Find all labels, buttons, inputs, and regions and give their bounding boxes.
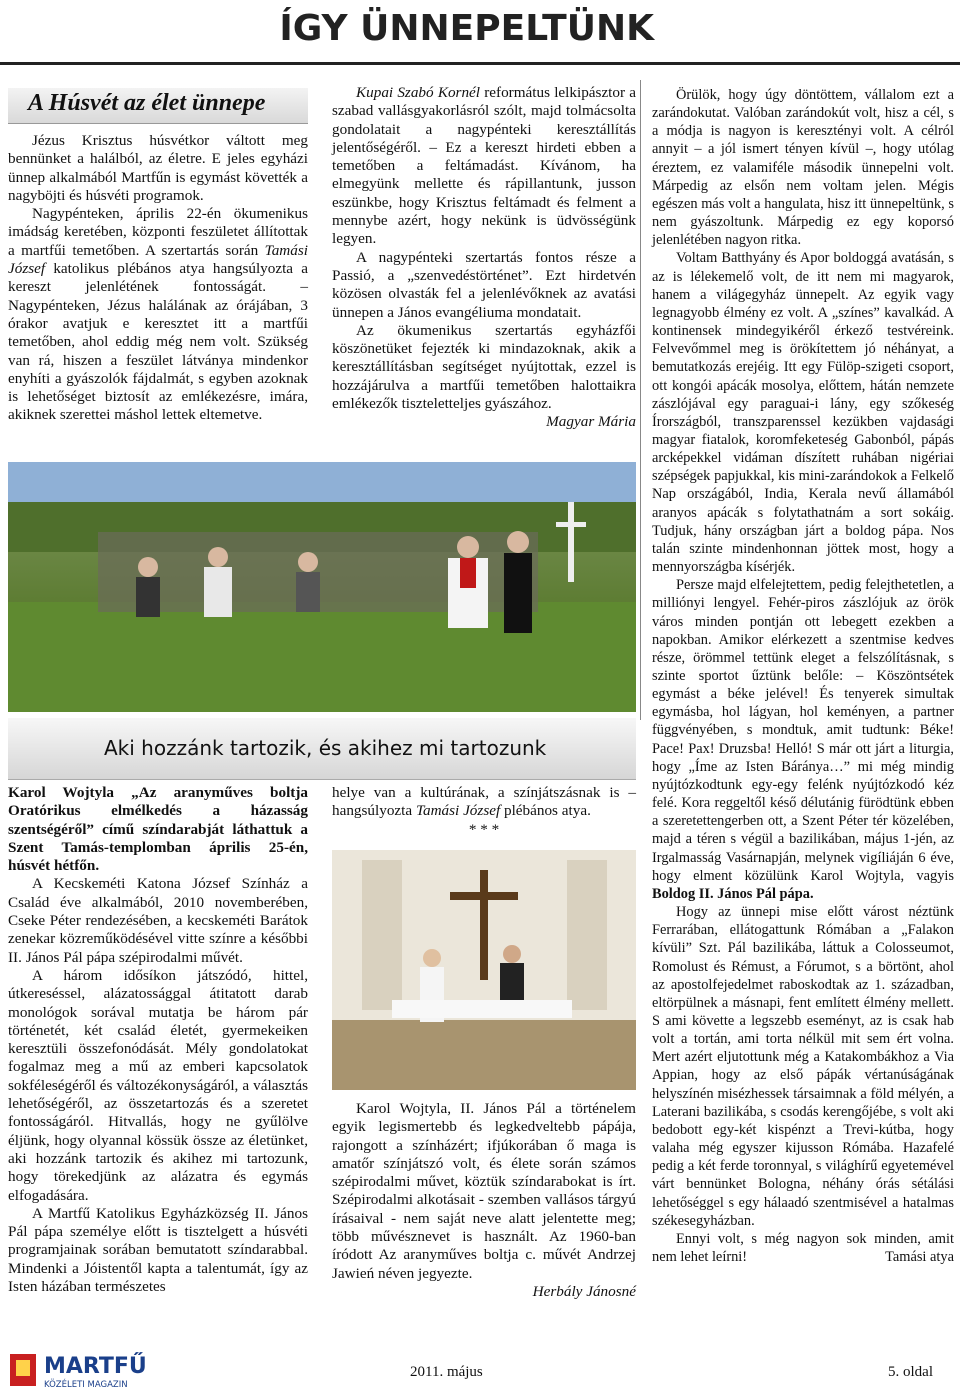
article2-p1: A Kecskeméti Katona József Színház a Család éve alkalmából, 2010 novemberében, Cseke Péter rendezésében, a kecskeméti Barátok zenekar közreműködésével vitte színre a későbbi II. János Pál pápa szépirodalmi művét. [8,875,308,966]
article2-lead: Karol Wojtyla „Az aranyműves boltja Oratórikus elmélkedés a házasság szentségéről” című színdarabját láthattuk a Szent Tamás-templomban április 25-én, húsvét hétfőn. [8,784,308,875]
article2-col-middle [332,784,636,839]
article1-p1: Jézus Krisztus húsvétkor váltott meg bennünket a halálból, az életre. E jeles egyházi ünnep alkalmából Martfűn is egymást követték a nagyböjti és húsvéti programok. [8,132,308,204]
article3-p2: Voltam Batthyány és Apor boldoggá avatásán, s az is lélekemelő volt, de itt nem mi magyarok, hanem a világegyház ünnepelt. Az egyik vagy legnagyobb élmény ez volt. A „színes” kavalkád. A kontinensek mindegyikéről érkező testvéreink. Felvevőmmel meg is örökítettem jó néhányat, a bemutatkozás erejéig. Itt egy Fülöp-szigeti csoport, ott kongói apácák mosolya, előttem, hátán nemzete zászlójával egy paraguai-i lány, egy szőkeség Írországból, transzparenssel kezükben vajdasági magyar fiatalok, koromfeketeség Gabonból, pápás arcképekkel vidáman díszített ruhában nigériai szépségek papjukkal, kis mini-zarándokok a Felkelő Nap országából, India, Kerala nevű államából aranyos apácák s folytathatnám a sort sokáig. Tudjuk, hány országban járt a boldog pápa. Nos talán szinte mindenhonnan jöttek most, hogy a mennyországba kísérjék. [652,250,954,576]
article2-title: Aki hozzánk tartozik, és akihez mi tartozunk [104,736,547,760]
article1-p5: Az ökumenikus szertartás egyházfői köszönetüket fejezték ki mindazoknak, akik a keresztállításban segítséget nyújtottak, ezzel is hozzájárulva a martfűi temetőben halottaikra emlékezők tiszteletteljes gyászához. Magyar Mária [332,321,636,431]
column-divider [640,80,641,720]
person-name: Kupai Szabó Kornél [356,84,481,101]
church-play-photo [332,850,636,1090]
logo-subtitle: KÖZÉLETI MAGAZIN [44,1380,128,1390]
article3-p3: Persze majd elfelejtettem, pedig felejthetetlen, a milliónyi lengyel. Fehér-piros zászlójuk az örök város minden pontján ott lebegett ezekben a napokban. Amikor elérkezett a szentmise kedves része, örömmel tettünk eleget a felszólításnak, s szinte sportot űztünk belőle: – Köszöntsétek egymást a béke jelével! És tenyerek simultak egymásba, hol lágyan, hol keményen, a partner függvényében, s mondtuk, amit tudtunk: Béke! Pace! Pax! Druzsba! Helló! S már ott járt a liturgia, hogy „Íme az Isten Báránya…” mi még mindig nyújtózkodtunk egy-egy felénk nyújtózkodó kéz felé. Kora reggeltől késő délutánig fürödtünk ebben a szeretettengerben ott, a Szent Péter tér közelében, majd a téren s végül a bazilikában, május 1-jén, az Irgalmasság Vasárnapján, melynek vigíliáján 6 éve, hogy elment közülünk Karol Wojtyla, vagyis Boldog II. János Pál pápa. [652,577,954,902]
article2-p5: Karol Wojtyla, II. János Pál a történelem egyik legismertebb és legkedveltebb pápája, rajongott a színházért; ifjúkorában ő maga is amatőr színjátszó volt, és élete során számos szépirodalmi művet, köztük színdarabokat is írt. Szépirodalmi alkotásait - szemben vallásos tárgyú írásaival - nem saját neve alatt jelentette meg; több művésznevet is használt. Az 1960-ban íródott Az aranyműves boltja c. művét Andrzej Jawień néven jegyezte. [332,1100,636,1282]
church-play-illustration [332,850,636,1090]
page-number: 5. oldal [888,1364,933,1380]
article1-title: A Húsvét az élet ünnepe [28,90,266,116]
logo-title: MARTFŰ [44,1354,147,1379]
article2-heading-box [8,718,636,780]
cemetery-ceremony-photo [8,462,636,712]
masthead [0,0,960,68]
article2-p2: A három idősíkon játszódó, hittel, útkereséssel, alázatossággal átitatott darab monológok sorával mutatja be három pár történetét, két család életét, gyermekeiken keresztüli összefonódását. Mély gondolatokat fogalmaz meg a mű az emberi kapcsolatok sokféleségéről és változékonyságáról, a választás lehetőségéről, az összetartozás és a szeretet fontosságáról. Hitvallás, hogy ne gyűlölve éljünk, hogy olyannal kössük össze az életünket, aki hozzánk tartozik és akihez mi tartozunk, hogy törekedjünk az alázatra és egymás elfogadására. [8,966,308,1204]
article3-p4: Hogy az ünnepi mise előtt várost néztünk Ferrarában, ellátogattunk Rómában a „Falakon kívüli” Szt. Pál bazilikába, láttuk a Colosseumot, Romolust és Rémust, a Fórumot, s a börtönt, ahol az apostolfejedelmet raboskodtak az 1. században, eltörpülnek a másnapi, fent említett élmény mellett. S ami követte a legszebb eseményt, az is csak hab volt a tortán, ami torta nélkül mit sem ért volna. Mert azért eljutottunk még a Katakombákhoz a Via Appian, hogy az első pápák vértanúságának helyszínén misézhessek társaimnak a föld mélyén, a Laterani bazilikába, s csodás kerengőjébe, s volt aki bedobott egy-két kispénzt a Trevi-kútba, hogy valaha még egyszer kijusson Rómába. Hazafelé pedig a két ferde toronnyal, s világhírű egyetemével várt bennünket Bologna, néhány órás sétálási lehetőséggel s egy hálaadó szentmisével a hatalmas székesegyházban. [652,904,954,1229]
person-name: Tamási József [415,802,501,820]
masthead-rule [0,62,960,65]
article1-p4: A nagypénteki szertartás fontos része a Passió, a „szenvedéstörténet”. Ezt hirdetvén közösen olvasták fel a jelenlévőknek az avatási ünnepen a János evangéliuma mondatait. [332,248,636,321]
article2-col-left [8,784,308,1296]
article2-col-middle-bottom [332,1100,636,1301]
person-name: Tamási József [8,241,308,278]
article3-col-right [652,86,954,1266]
article2-p4: helye van a kultúrának, a színjátszásnak is – hangsúlyozta Tamási József plébános atya. [332,784,636,820]
article3-author: Tamási atya [885,1249,954,1265]
article1-author: Magyar Mária [546,413,636,431]
article2-author: Herbály Jánosné [532,1282,636,1300]
article3-p5: Ennyi volt, s még nagyon sok minden, amit nem lehet leírni! Tamási atya [652,1230,954,1265]
pope-name: Boldog II. János Pál pápa. [652,885,814,902]
article2-p3: A Martfű Katolikus Egyházközség II. János Pál pápa személye előtt is tisztelgett a húsvéti programjainak sorában bemutatott színdarabbal. Mindenki a Jóistentől kapta a talentumát, így az Isten házában természetes [8,1204,308,1296]
article2-stars: * * * [468,820,500,838]
article1-p3: Kupai Szabó Kornél református lelkipásztor a szabad vallásgyakorlásról szólt, majd tolmácsolta gondolatait a nagypénteki keresztállítás jelentőségéről. – Ez a kereszt hirdeti ebben a temetőben a feltámadást. Kívánom, ha elmegyünk mellette és rápillantunk, jusson eszünkbe, hogy Krisztus feltámadt és felment a mennybe azért, hogy nekünk is üdvösségünk legyen. [332,84,636,248]
article1-heading-box [8,88,308,124]
magazine-logo [8,1348,148,1396]
cemetery-ceremony-illustration [8,462,636,712]
section-title: ÍGY ÜNNEPELTÜNK [279,8,654,49]
issue-date: 2011. május [410,1364,483,1380]
article1-p2: Nagypénteken, április 22-én ökumenikus imádság keretében, központi feszületet állítottak a martfűi temetőben. A szertartás során Tamási József katolikus plébános atya hangsúlyozta a kereszt jelenlétének fontosságát. – Nagypénteken, Jézus halálának az órájában, 3 órakor avatjuk e keresztet itt a martfűi temetőben, ahol eddig még nem volt. Szükség van rá, hiszen a feszület látványa mindenkor enyhíti a gyászolók fájdalmát, s egyben azoknak is lehetőséget biztosít az emlékezésre, imára, akiknek szerettei máshol lettek eltemetve. [8,205,308,424]
article3-p1: Örülök, hogy úgy döntöttem, vállalom ezt a zarándokutat. Valóban zarándokút volt, hisz a cél, s a módja is nagyon is keresztényi volt. A célról annyit – a jól ismert tényen kívül –, hogy utólag éreztem, ez valamiféle második ünnepelni volt. Márpedig az elsőn nem voltam jelen. Mégis egészen más volt a hangulata, hisz itt ünnepeltünk, s nem gyászoltunk. Márpedig ez egy koporsó jelenlétében nagyon ritka. [652,87,954,249]
article1-col-middle [332,84,636,432]
article1-col-left [8,132,308,425]
